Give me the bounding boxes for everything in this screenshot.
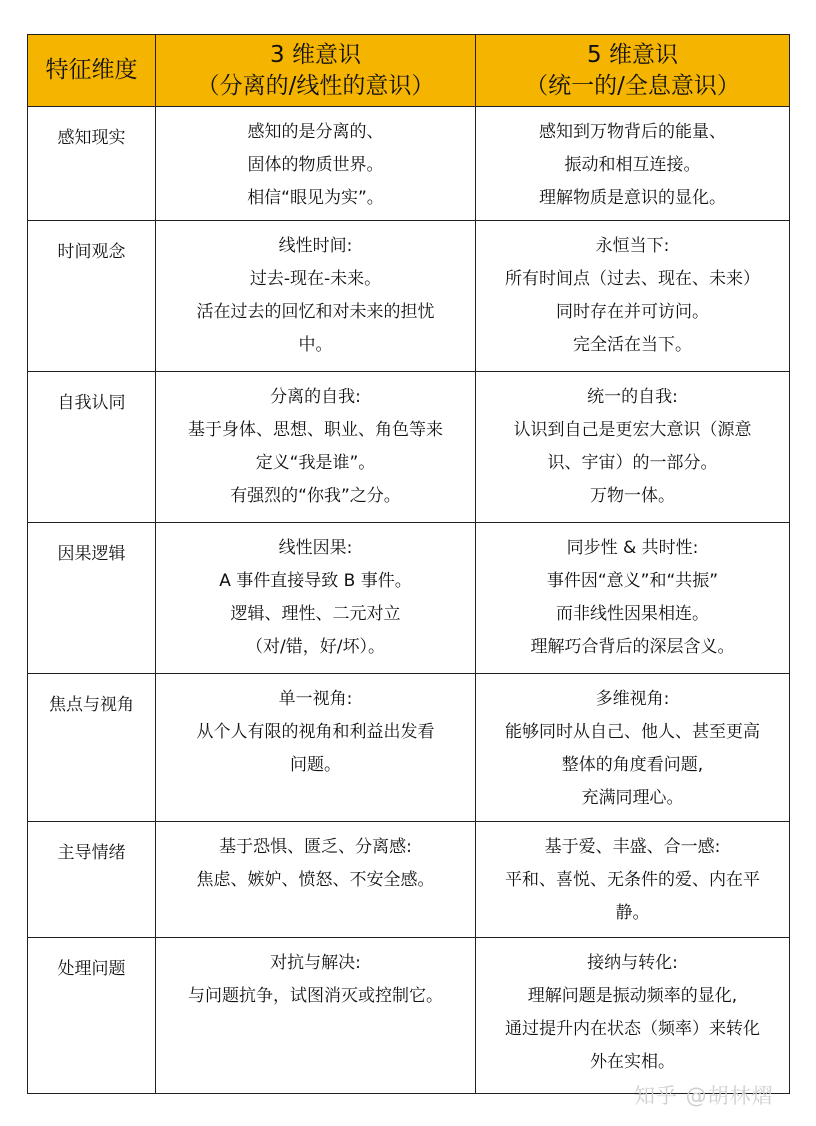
header-3d [156,35,476,107]
cell-3d [156,107,476,221]
cell-line: 统一的自我: [587,387,678,407]
cell-line: 事件因“意义”和“共振” [546,571,719,591]
cell-line: 能够同时从自己、他人、甚至更高 [505,722,760,742]
cell-line: 分离的自我: [270,387,361,407]
row-dimension: 自我认同 [28,372,156,523]
cell-5d [476,372,790,523]
consciousness-comparison-table [27,34,790,1094]
header-dimension: 特征维度 [28,35,156,107]
cell-line: 从个人有限的视角和利益出发看 [196,722,435,742]
cell-5d [476,523,790,674]
header-row [28,35,790,107]
cell-line: 有强烈的“你我”之分。 [230,486,401,506]
row-dimension: 感知现实 [28,107,156,221]
row-dimension: 处理问题 [28,938,156,1094]
row-dimension: 时间观念 [28,221,156,372]
table-row [28,674,790,822]
row-dimension: 焦点与视角 [28,674,156,822]
cell-5d [476,938,790,1094]
cell-line: 基于身体、思想、职业、角色等来 [188,420,443,440]
cell-line: 活在过去的回忆和对未来的担忧 [196,302,435,322]
cell-line: 中。 [298,335,333,355]
watermark: 知乎 @胡林熠 [634,1084,774,1108]
cell-5d [476,822,790,938]
cell-line: 振动和相互连接。 [564,155,701,175]
cell-line: 相信“眼见为实”。 [247,188,384,208]
cell-line: 接纳与转化: [587,953,678,973]
cell-3d [156,822,476,938]
cell-line: 对抗与解决: [270,953,361,973]
header-5d [476,35,790,107]
cell-line: 永恒当下: [595,236,670,256]
table-row [28,523,790,674]
header-3d-title: 3 维意识 [270,41,361,68]
table-row [28,107,790,221]
cell-line: 认识到自己是更宏大意识（源意 [513,420,752,440]
cell-line: 万物一体。 [590,486,675,506]
cell-line: 理解问题是振动频率的显化, [527,986,738,1006]
cell-5d [476,107,790,221]
header-5d-title: 5 维意识 [587,41,678,68]
cell-line: 基于恐惧、匮乏、分离感: [219,837,412,857]
cell-line: 识、宇宙）的一部分。 [547,453,718,473]
cell-line: 单一视角: [278,689,353,709]
cell-line: 理解巧合背后的深层含义。 [530,637,735,657]
cell-3d [156,938,476,1094]
cell-3d [156,372,476,523]
cell-line: 线性时间: [278,236,353,256]
cell-line: 充满同理心。 [581,788,684,808]
cell-5d [476,674,790,822]
cell-line: 基于爱、丰盛、合一感: [544,837,721,857]
cell-line: A 事件直接导致 B 事件。 [219,571,412,591]
header-5d-subtitle: （统一的/全息意识） [525,72,740,99]
row-dimension: 因果逻辑 [28,523,156,674]
table-row [28,372,790,523]
cell-line: 理解物质是意识的显化。 [539,188,726,208]
cell-line: 定义“我是谁”。 [255,453,376,473]
cell-3d [156,221,476,372]
cell-line: 平和、喜悦、无条件的爱、内在平 [505,870,760,890]
cell-line: 同时存在并可访问。 [556,302,709,322]
cell-line: 整体的角度看问题, [561,755,704,775]
header-3d-subtitle: （分离的/线性的意识） [196,72,435,99]
row-dimension: 主导情绪 [28,822,156,938]
table-row [28,938,790,1094]
cell-line: 多维视角: [595,689,670,709]
cell-line: （对/错，好/坏）。 [246,637,385,657]
cell-3d [156,523,476,674]
cell-line: 过去-现在-未来。 [249,269,382,289]
cell-line: 所有时间点（过去、现在、未来） [505,269,760,289]
cell-3d [156,674,476,822]
cell-line: 感知的是分离的、 [247,122,384,142]
cell-line: 焦虑、嫉妒、愤怒、不安全感。 [196,870,435,890]
table-row [28,822,790,938]
cell-line: 完全活在当下。 [573,335,692,355]
cell-line: 静。 [615,903,650,923]
cell-line: 问题。 [290,755,341,775]
cell-line: 而非线性因果相连。 [556,604,709,624]
cell-line: 线性因果: [278,538,353,558]
cell-line: 与问题抗争，试图消灭或控制它。 [188,986,443,1006]
cell-line: 外在实相。 [590,1052,675,1072]
cell-5d [476,221,790,372]
cell-line: 同步性 & 共时性: [566,538,699,558]
cell-line: 感知到万物背后的能量、 [539,122,726,142]
cell-line: 逻辑、理性、二元对立 [230,604,401,624]
table-row [28,221,790,372]
cell-line: 固体的物质世界。 [247,155,384,175]
cell-line: 通过提升内在状态（频率）来转化 [505,1019,760,1039]
